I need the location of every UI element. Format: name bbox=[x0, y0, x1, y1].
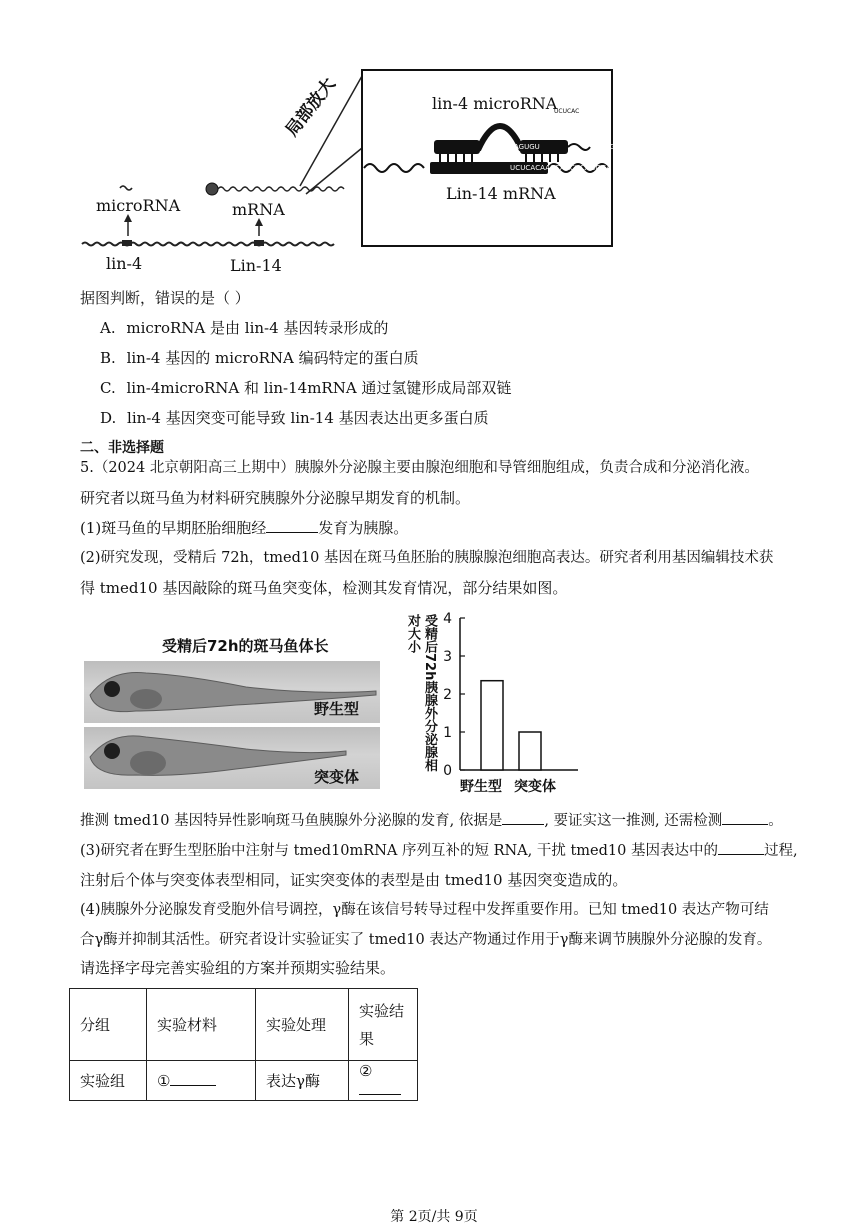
part1-suffix: 发育为胰腺。 bbox=[318, 519, 409, 537]
table-row bbox=[70, 1061, 418, 1101]
seq-loop: UCUCAC bbox=[554, 108, 580, 115]
lin14-label: Lin-14 bbox=[230, 256, 282, 275]
mrna-strand bbox=[218, 187, 344, 191]
q5-part4-line2: 合γ酶并抑制其活性。研究者设计实验证实了 tmed10 表达产物通过作用于γ酶来调节胰腺外分泌腺的发育。 bbox=[80, 932, 772, 948]
q5-part3-line1 bbox=[80, 840, 798, 861]
ribosome bbox=[206, 183, 218, 195]
part1-prefix: (1)斑马鱼的早期胚胎细胞经 bbox=[80, 519, 267, 537]
infer-mid: , 要证实这一推测, 还需检测 bbox=[544, 813, 723, 829]
seq-right: AAGAUCUC bbox=[600, 143, 640, 151]
seq-bottom: UCUCACAACCAACUCAGGGA bbox=[510, 164, 612, 172]
chart-y-tick-label: 2 bbox=[443, 687, 452, 703]
table-blank-2[interactable] bbox=[359, 1080, 401, 1095]
option-d-label: D. bbox=[100, 409, 117, 427]
lin4-label: lin-4 bbox=[106, 254, 143, 273]
q5-part3-line2: 注射后个体与突变体表型相同，证实突变体的表型是由 tmed10 基因突变造成的。 bbox=[80, 871, 628, 889]
q5-part1 bbox=[80, 518, 408, 538]
chart-y-tick-label: 1 bbox=[443, 725, 452, 741]
table-header-cell: 实验处理 bbox=[256, 989, 349, 1061]
fish-figure-title: 受精后72h的斑马鱼体长 bbox=[162, 637, 329, 655]
option-a bbox=[100, 318, 388, 338]
table-header-cell: 分组 bbox=[70, 989, 147, 1061]
zoom-bottom-label: Lin-14 mRNA bbox=[446, 184, 556, 203]
fish-photo-mutant bbox=[84, 727, 380, 789]
bar-chart bbox=[398, 606, 588, 798]
option-a-text: microRNA 是由 lin-4 基因转录形成的 bbox=[126, 319, 389, 337]
part3-prefix: (3)研究者在野生型胚胎中注射与 tmed10mRNA 序列互补的短 RNA, 干扰 tmed10 基因表达中的 bbox=[80, 843, 718, 859]
infer-blank-2[interactable] bbox=[722, 810, 768, 825]
q5-line2: 研究者以斑马鱼为材料研究胰腺外分泌腺早期发育的机制。 bbox=[80, 489, 471, 507]
blank-marker-2: ② bbox=[359, 1062, 373, 1080]
q5-part4-line1: (4)胰腺外分泌腺发育受胞外信号调控，γ酶在该信号转导过程中发挥重要作用。已知 tmed10 表达产物可结 bbox=[80, 902, 769, 918]
q5-part4-line3: 请选择字母完善实验组的方案并预期实验结果。 bbox=[80, 959, 396, 977]
table-cell: 实验组 bbox=[70, 1061, 147, 1101]
fish-photo-wild bbox=[84, 661, 380, 723]
question-stem: 据图判断，错误的是（ ） bbox=[80, 289, 250, 307]
infer-end: 。 bbox=[768, 813, 783, 829]
lin4-dna-strand bbox=[82, 243, 184, 246]
table-cell: 表达γ酶 bbox=[256, 1061, 349, 1101]
table-header-row bbox=[70, 989, 418, 1061]
option-d bbox=[100, 408, 489, 428]
infer-prefix: 推测 tmed10 基因特异性影响斑马鱼胰腺外分泌腺的发育, 依据是 bbox=[80, 813, 503, 829]
experiment-table bbox=[69, 988, 418, 1101]
zoom-top-label: lin-4 microRNA bbox=[432, 94, 558, 113]
chart-y-tick-label: 4 bbox=[443, 611, 452, 627]
option-c-label: C. bbox=[100, 379, 116, 397]
table-cell-material bbox=[147, 1061, 256, 1101]
chart-x-label-1: 突变体 bbox=[514, 779, 556, 795]
enlarge-label: 局部放大 bbox=[282, 74, 340, 141]
page-footer: 第 2页/共 9页 bbox=[390, 1209, 478, 1225]
microrna-label: microRNA bbox=[96, 196, 181, 215]
table-header-cell: 实验材料 bbox=[147, 989, 256, 1061]
q5-part2-infer bbox=[80, 810, 783, 831]
option-c bbox=[100, 378, 511, 398]
option-d-text: lin-4 基因突变可能导致 lin-14 基因表达出更多蛋白质 bbox=[127, 409, 489, 427]
q5-part2-line2: 得 tmed10 基因敲除的斑马鱼突变体，检测其发育情况，部分结果如图。 bbox=[80, 579, 568, 597]
part3-suffix: 过程, bbox=[763, 843, 798, 859]
q5-part2-line1: (2)研究发现，受精后 72h，tmed10 基因在斑马鱼胚胎的胰腺腺泡细胞高表达。研究者利用基因编辑技术获 bbox=[80, 550, 774, 566]
mrna-label: mRNA bbox=[232, 200, 285, 219]
option-c-text: lin-4microRNA 和 lin-14mRNA 通过氢键形成局部双链 bbox=[126, 379, 512, 397]
mutant-label: 突变体 bbox=[314, 768, 360, 786]
part3-blank[interactable] bbox=[718, 840, 764, 855]
table-cell-result bbox=[349, 1061, 418, 1101]
blank-marker-1: ① bbox=[157, 1072, 171, 1090]
chart-x-label-0: 野生型 bbox=[460, 779, 502, 795]
chart-ylabel: 受精后72h胰腺外分泌腺相对大小 bbox=[405, 614, 437, 772]
chart-svg bbox=[398, 606, 588, 798]
chart-y-tick-label: 0 bbox=[443, 763, 452, 779]
table-blank-1[interactable] bbox=[170, 1071, 216, 1086]
chart-y-tick-label: 3 bbox=[443, 649, 452, 665]
option-b-text: lin-4 基因的 microRNA 编码特定的蛋白质 bbox=[126, 349, 419, 367]
option-b bbox=[100, 348, 419, 368]
part1-blank[interactable] bbox=[266, 518, 318, 533]
chart-bar-1 bbox=[519, 732, 541, 770]
option-b-label: B. bbox=[100, 349, 116, 367]
chart-bar-0 bbox=[481, 681, 503, 770]
option-a-label: A. bbox=[100, 319, 116, 337]
figure-microrna-diagram bbox=[78, 68, 640, 278]
header-result-line1: 实验结 bbox=[359, 1001, 405, 1020]
section-title: 二、非选择题 bbox=[80, 440, 164, 456]
q5-line1: 5.（2024 北京朝阳高三上期中）胰腺外分泌腺主要由腺泡细胞和导管细胞组成，负责合成和分泌消化液。 bbox=[80, 460, 759, 476]
infer-blank-1[interactable] bbox=[502, 810, 544, 825]
header-result-line2: 果 bbox=[359, 1029, 375, 1048]
table-header-cell bbox=[349, 989, 418, 1061]
wild-type-label: 野生型 bbox=[314, 700, 360, 718]
microrna-squiggle bbox=[120, 186, 132, 190]
seq-left: AGUGU bbox=[514, 143, 540, 151]
